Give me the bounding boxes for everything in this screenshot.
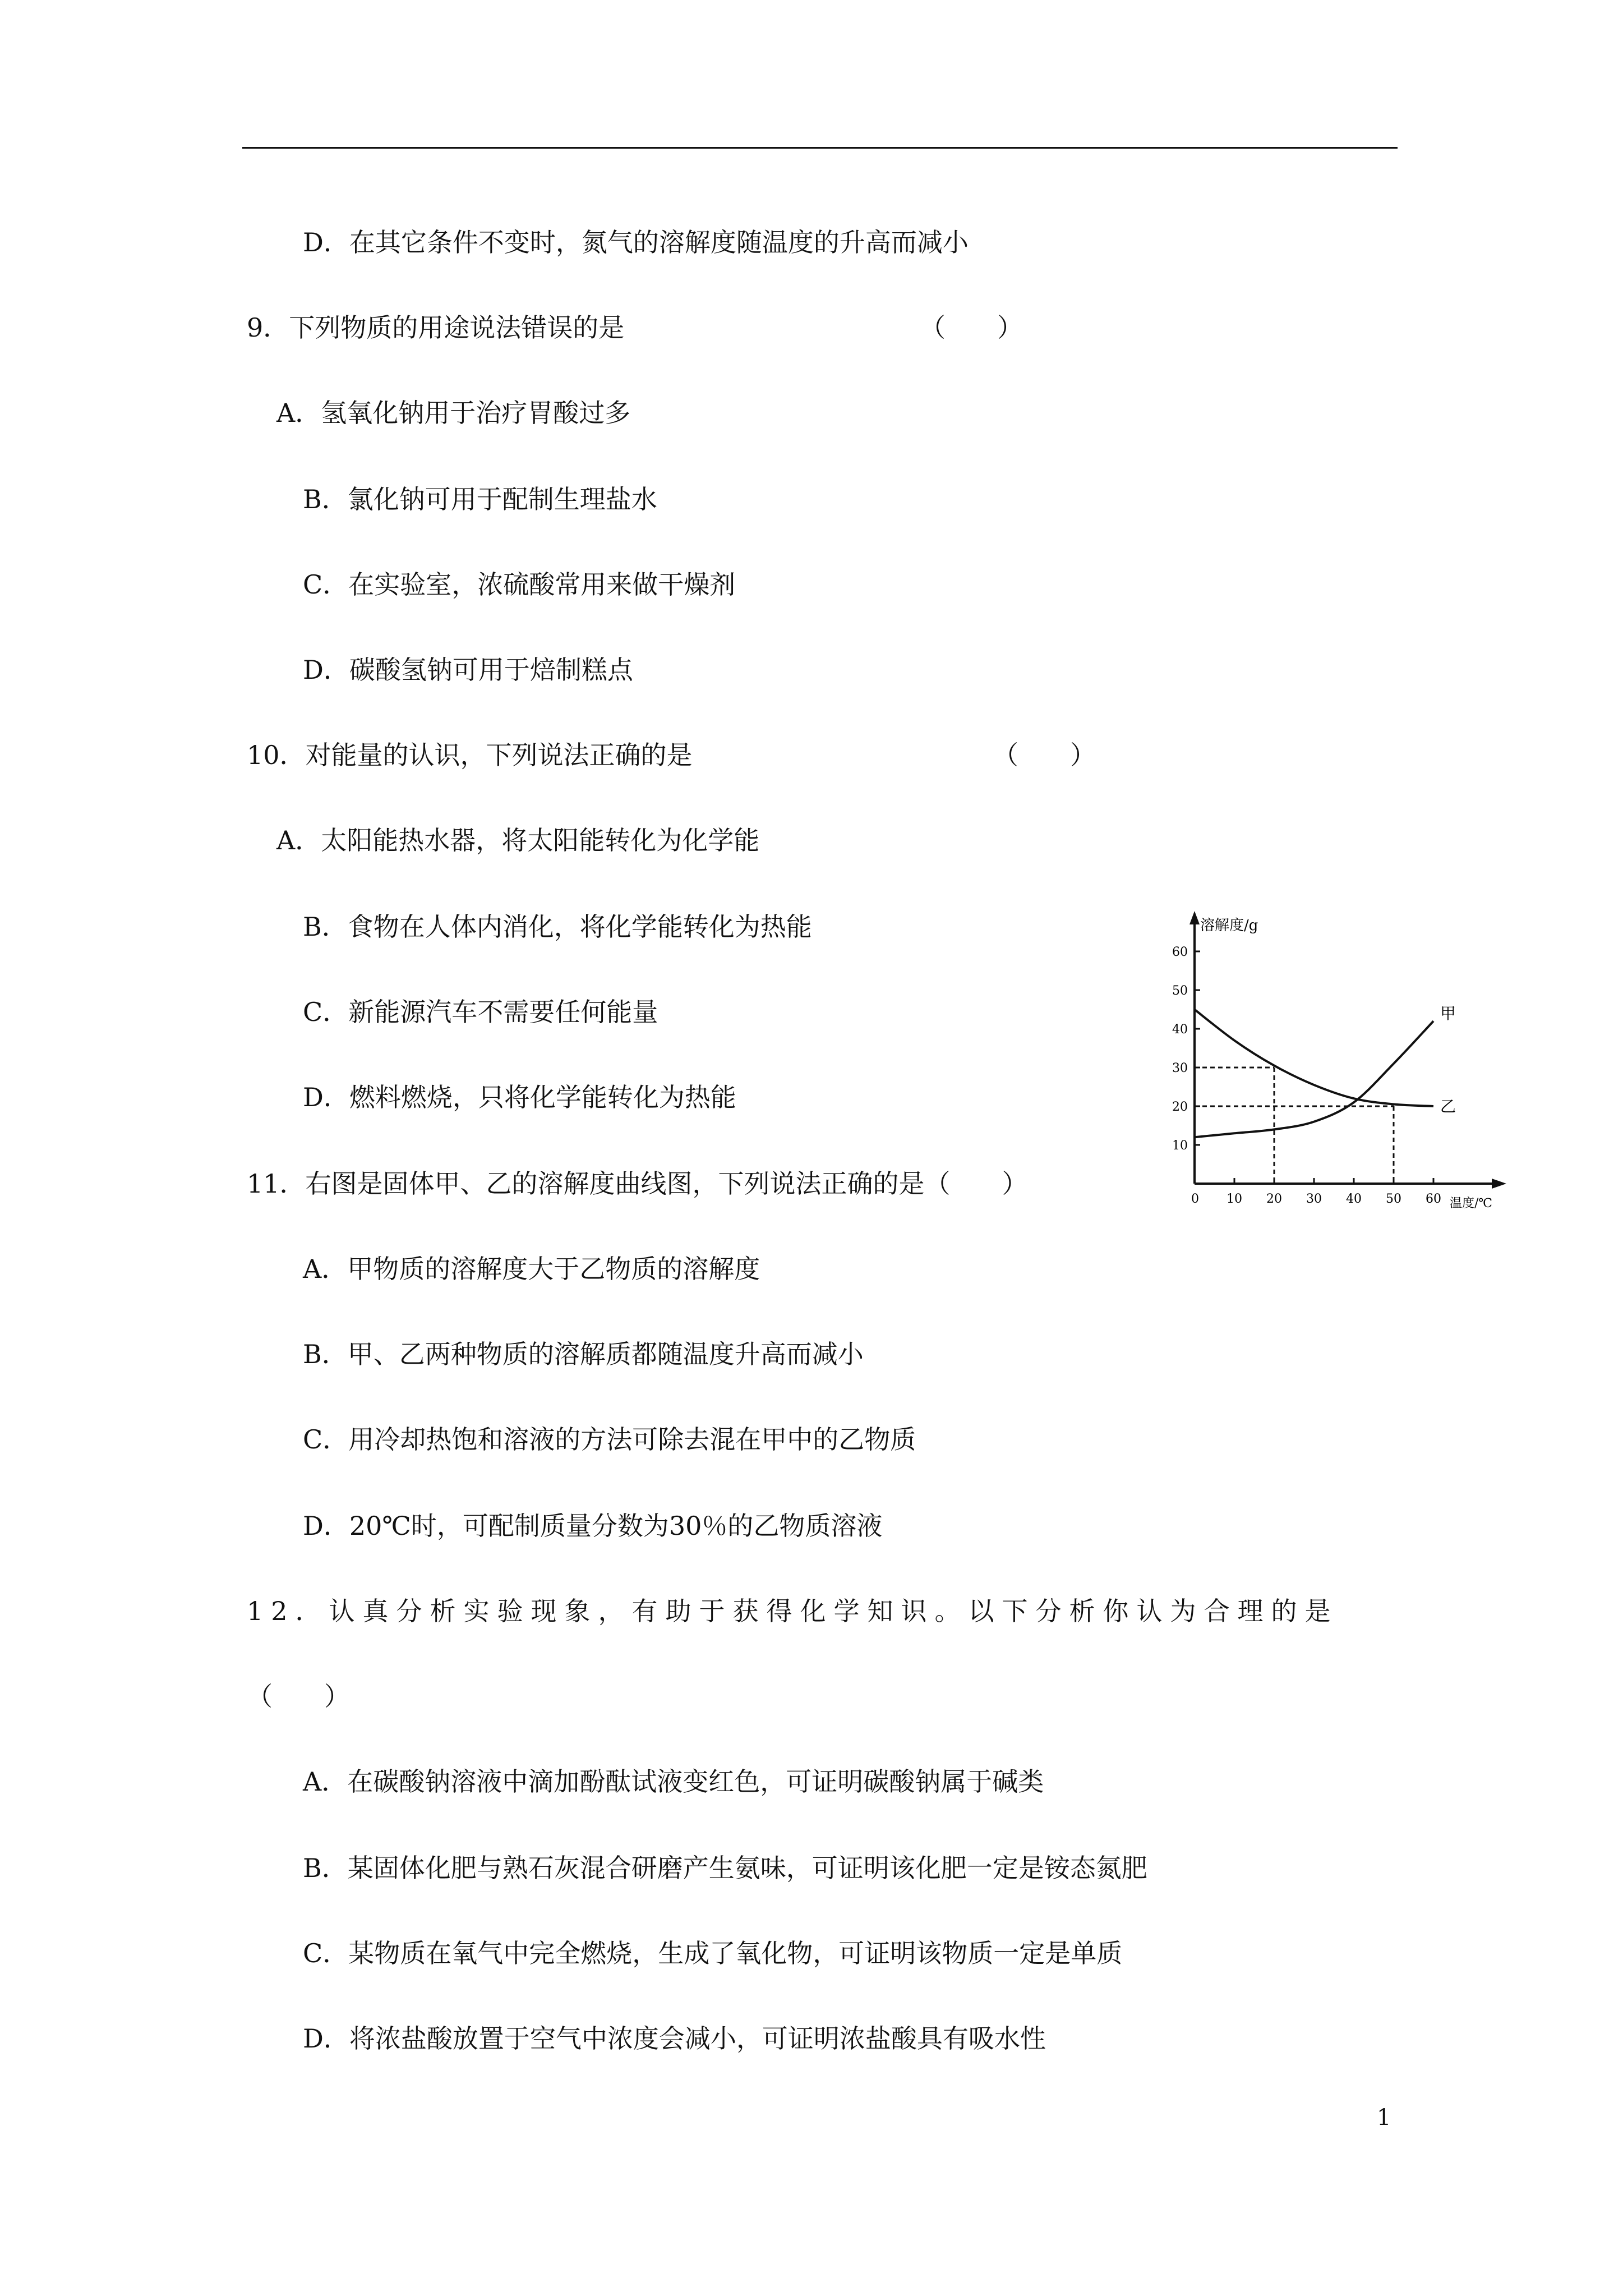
q12-option-d: D．将浓盐酸放置于空气中浓度会减小，可证明浓盐酸具有吸水性 (303, 2023, 1046, 2054)
q11-option-c: C．用冷却热饱和溶液的方法可除去混在甲中的乙物质 (303, 1424, 916, 1455)
q11-stem: 11．右图是固体甲、乙的溶解度曲线图，下列说法正确的是（ ） (247, 1168, 1028, 1199)
x-tick-label: 20 (1266, 1192, 1282, 1206)
q9-option-d: D．碳酸氢钠可用于焙制糕点 (303, 655, 633, 685)
x-tick-label: 50 (1386, 1192, 1401, 1206)
x-tick-label: 10 (1227, 1192, 1242, 1206)
y-axis-arrow (1189, 911, 1200, 924)
q12-option-c: C．某物质在氧气中完全燃烧，生成了氧化物，可证明该物质一定是单质 (303, 1938, 1123, 1968)
q10-option-b: B．食物在人体内消化，将化学能转化为热能 (303, 912, 812, 942)
chart-series (1195, 1004, 1456, 1137)
x-tick-label: 30 (1306, 1192, 1322, 1206)
q10-option-c: C．新能源汽车不需要任何能量 (303, 997, 658, 1027)
q12-stem: 12．认真分析实验现象，有助于获得化学知识。以下分析你认为合理的是 (247, 1596, 1339, 1626)
q10-option-a: A．太阳能热水器，将太阳能转化为化学能 (276, 825, 760, 855)
x-tick-label: 40 (1346, 1192, 1362, 1206)
chart-axes (1189, 911, 1506, 1189)
y-tick-label: 30 (1172, 1061, 1188, 1075)
q9-answer-paren: （ ） (920, 312, 1023, 343)
chart-ticks (1172, 945, 1441, 1206)
y-tick-label: 60 (1172, 945, 1188, 959)
q9-option-a: A．氢氧化钠用于治疗胃酸过多 (276, 398, 631, 428)
y-tick-label: 50 (1172, 984, 1188, 998)
page-number: 1 (1377, 2105, 1391, 2131)
x-axis-arrow (1492, 1179, 1506, 1189)
header-rule (242, 147, 1398, 149)
q11-option-a: A．甲物质的溶解度大于乙物质的溶解度 (303, 1254, 760, 1284)
solubility-chart (1144, 903, 1525, 1217)
q12-option-b: B．某固体化肥与熟石灰混合研磨产生氨味，可证明该化肥一定是铵态氮肥 (303, 1853, 1147, 1883)
q12-option-a: A．在碳酸钠溶液中滴加酚酞试液变红色，可证明碳酸钠属于碱类 (303, 1766, 1044, 1797)
q11-option-d: D．20℃时，可配制质量分数为30％的乙物质溶液 (303, 1511, 883, 1541)
series-label-yi: 乙 (1440, 1097, 1456, 1116)
q10-answer-paren: （ ） (993, 740, 1096, 770)
q9-option-c: C．在实验室，浓硫酸常用来做干燥剂 (303, 569, 736, 600)
q10-option-d: D．燃料燃烧，只将化学能转化为热能 (303, 1082, 736, 1112)
x-tick-label: 60 (1426, 1192, 1441, 1206)
y-tick-label: 10 (1172, 1139, 1188, 1153)
q8-option-d: D．在其它条件不变时，氮气的溶解度随温度的升高而减小 (303, 227, 969, 257)
x-tick-label: 0 (1191, 1192, 1199, 1206)
q11-option-b: B．甲、乙两种物质的溶解质都随温度升高而减小 (303, 1339, 864, 1369)
q9-option-b: B．氯化钠可用于配制生理盐水 (303, 484, 657, 514)
x-axis-label: 温度/℃ (1450, 1197, 1493, 1211)
y-axis-label: 溶解度/g (1200, 917, 1258, 934)
y-tick-label: 20 (1172, 1100, 1188, 1114)
q12-answer-paren: （ ） (247, 1681, 350, 1711)
series-line-yi (1195, 1010, 1433, 1107)
series-label-jia: 甲 (1440, 1004, 1456, 1023)
q9-stem: 9．下列物质的用途说法错误的是 (247, 312, 625, 343)
q10-stem: 10．对能量的认识，下列说法正确的是 (247, 740, 693, 770)
y-tick-label: 40 (1172, 1023, 1188, 1037)
